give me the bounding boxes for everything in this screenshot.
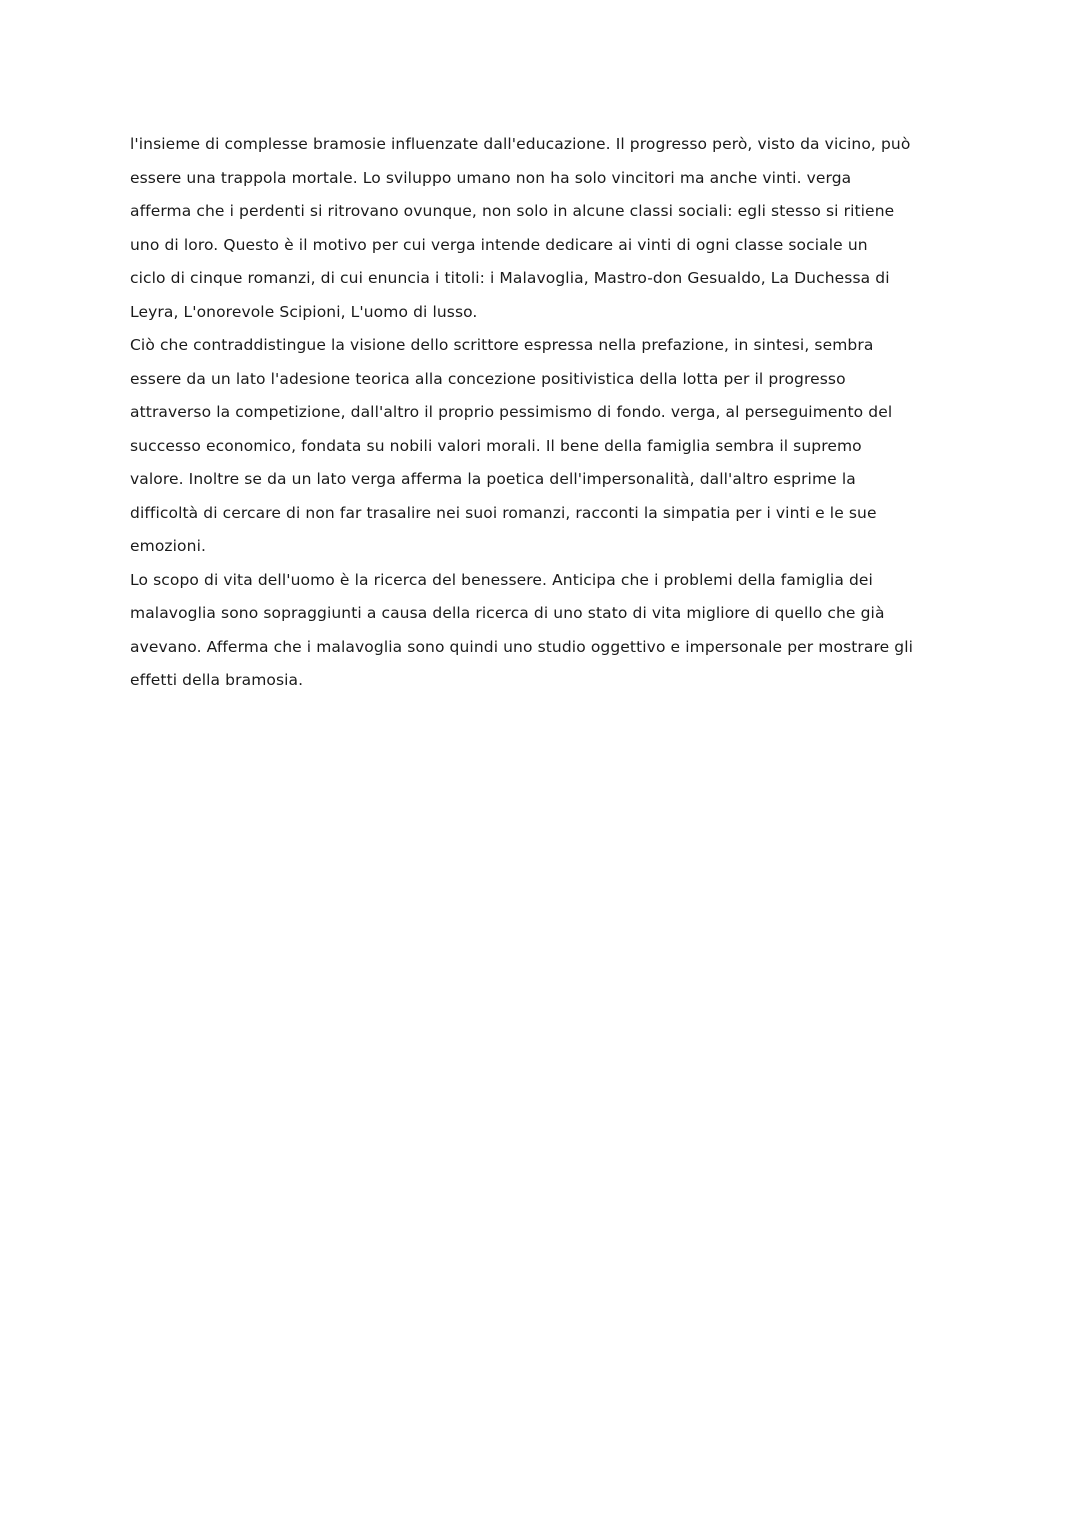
text-line: successo economico, fondata su nobili valori morali. Il bene della famiglia sembra il supremo — [130, 436, 862, 455]
text-line: attraverso la competizione, dall'altro il proprio pessimismo di fondo. verga, al perseguimento del — [130, 403, 893, 421]
text-line: Lo scopo di vita dell'uomo è la ricerca del benessere. Anticipa che i problemi della famiglia dei — [130, 570, 873, 589]
text-line: Ciò che contraddistingue la visione dello scrittore espressa nella prefazione, in sintesi, sembra — [130, 336, 874, 354]
text-line: malavoglia sono sopraggiunti a causa della ricerca di uno stato di vita migliore di quello che già — [130, 604, 885, 622]
text-line: Leyra, L'onorevole Scipioni, L'uomo di lusso. — [130, 302, 478, 321]
text-line: emozioni. — [130, 537, 207, 555]
text-line: avevano. Afferma che i malavoglia sono quindi uno studio oggettivo e impersonale per mostrare gli — [130, 637, 914, 656]
handwritten-text-block — [130, 128, 950, 698]
text-line: difficoltà di cercare di non far trasalire nei suoi romanzi, racconti la simpatia per i vinti e le sue — [130, 503, 877, 522]
text-line: ciclo di cinque romanzi, di cui enuncia i titoli: i Malavoglia, Mastro-don Gesualdo, La Duchessa di — [130, 269, 890, 287]
text-line: valore. Inoltre se da un lato verga afferma la poetica dell'impersonalità, dall'altro esprime la — [130, 470, 856, 488]
text-line: essere una trappola mortale. Lo sviluppo umano non ha solo vincitori ma anche vinti. verga — [130, 168, 852, 187]
text-line: l'insieme di complesse bramosie influenzate dall'educazione. Il progresso però, visto da vicino, può — [130, 135, 911, 153]
text-line: essere da un lato l'adesione teorica alla concezione positivistica della lotta per il progresso — [130, 369, 846, 388]
text-line: afferma che i perdenti si ritrovano ovunque, non solo in alcune classi sociali: egli stesso si ritiene — [130, 202, 895, 220]
text-line: uno di loro. Questo è il motivo per cui verga intende dedicare ai vinti di ogni classe sociale un — [130, 235, 868, 254]
text-line: effetti della bramosia. — [130, 671, 304, 689]
